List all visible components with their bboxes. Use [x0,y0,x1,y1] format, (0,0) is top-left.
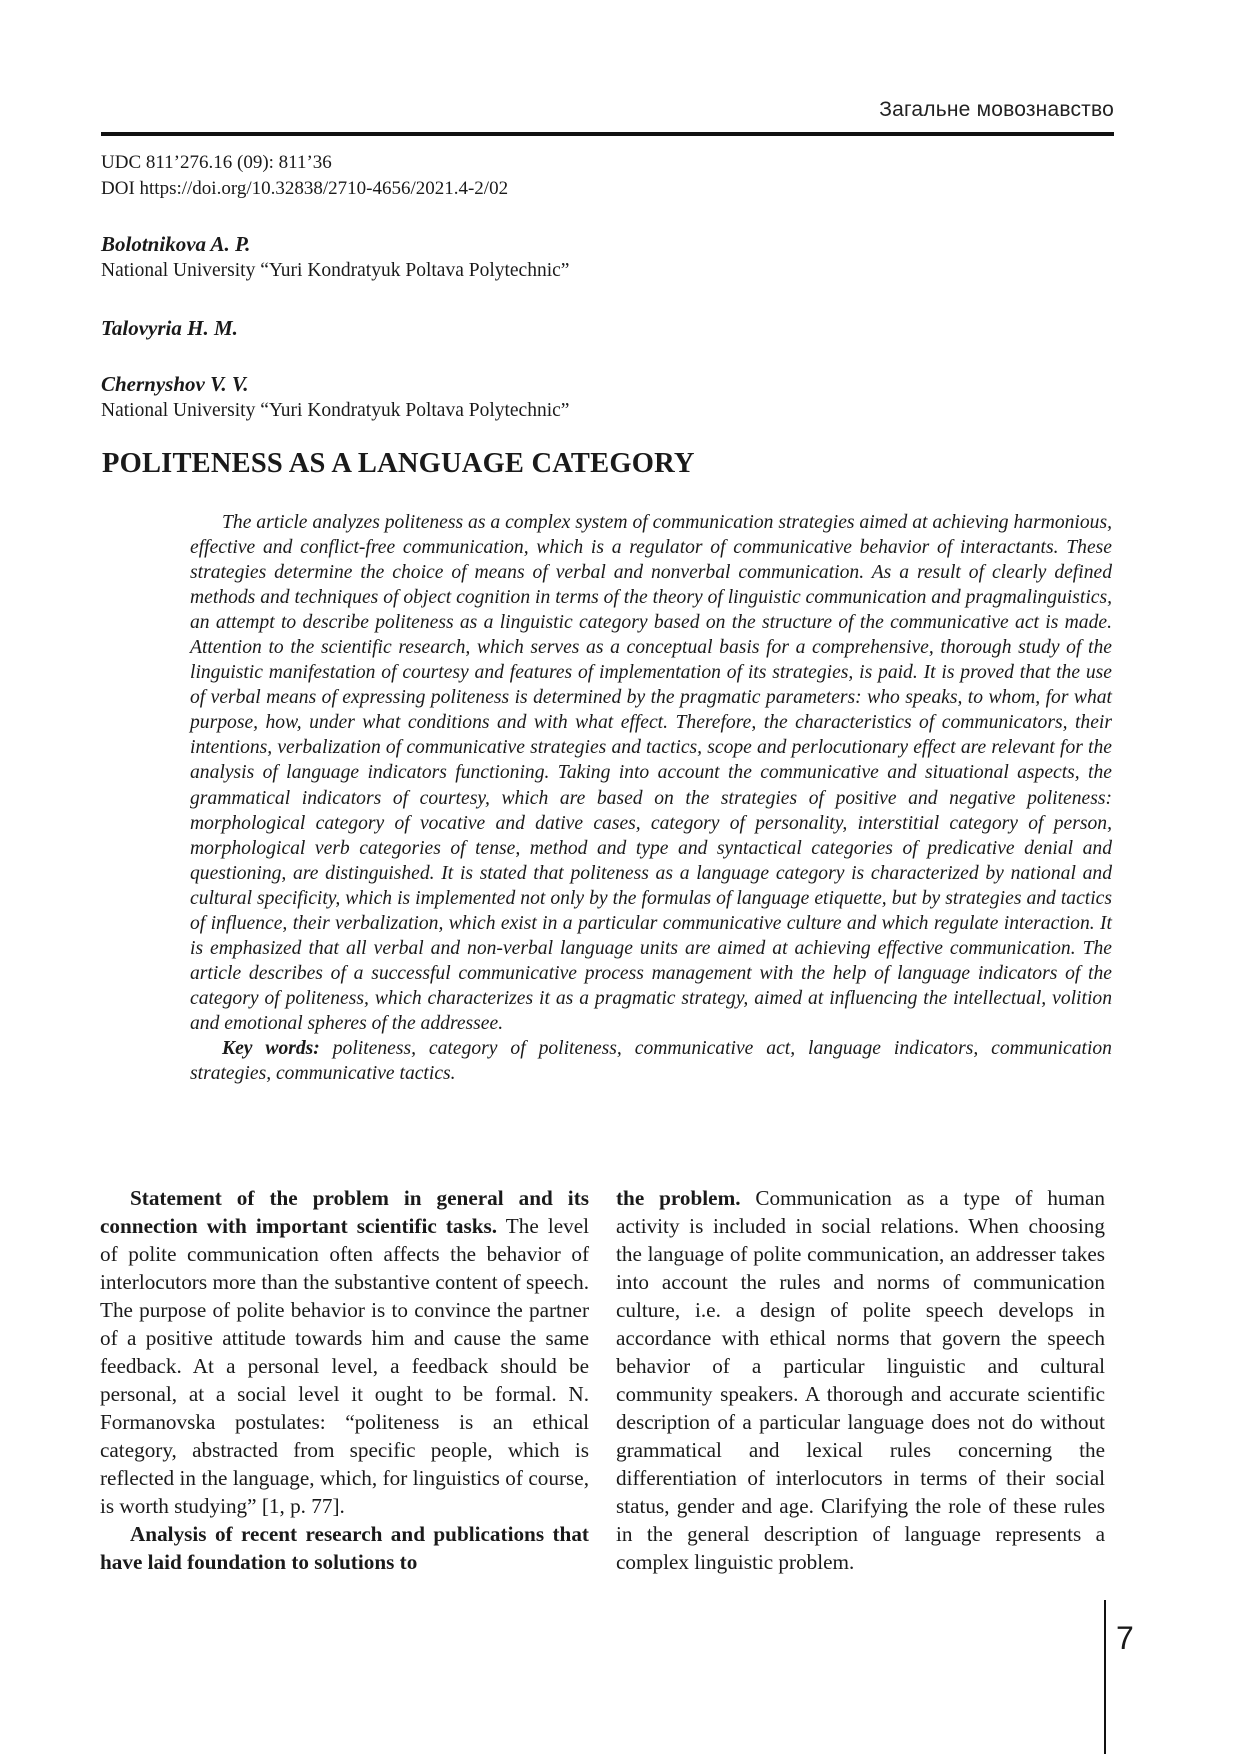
article-title: POLITENESS AS A LANGUAGE CATEGORY [102,448,695,479]
keywords-line [190,1036,1112,1086]
author-block [101,230,569,283]
author-name: Bolotnikova A. P. [101,232,251,256]
author-affiliation: National University “Yuri Kondratyuk Poltava Polytechnic” [101,400,570,421]
body-paragraph [100,1184,589,1520]
journal-section-header: Загальне мовознавство [879,98,1114,121]
body-paragraph [616,1184,1105,1576]
section-heading: the problem. [616,1186,741,1210]
body-column-right [616,1184,1105,1576]
paragraph-text: Communication as a type of human activity is included in social relations. When choosing the language of polite communication, an addresser takes into account the rules and norms of communication culture, i.e. a design of polite speech develops in accordance with ethical norms that govern the speech behavior of a particular linguistic and cultural community speakers. A thorough and accurate scientific description of a particular language does not do without grammatical and lexical rules concerning the differentiation of interlocutors in terms of their social status, gender and age. Clarifying the role of these rules in the general description of language represents a complex linguistic problem. [616,1186,1105,1574]
article-meta [101,150,508,202]
section-heading: Statement of the problem in general and its connection with important scientific tasks. [100,1186,589,1238]
header-rule [101,132,1114,136]
page-number: 7 [1116,1620,1134,1656]
body-column-left [100,1184,589,1576]
udc-code: UDC 811’276.16 (09): 811’36 [101,152,332,173]
doi-line[interactable]: DOI https://doi.org/10.32838/2710-4656/2021.4-2/02 [101,178,509,199]
keywords-list: politeness, category of politeness, communicative act, language indicators, communication strategies, communicative tactics. [190,1037,1112,1085]
body-paragraph [100,1520,589,1576]
keywords-label: Key words: [222,1037,320,1059]
author-name: Chernyshov V. V. [101,372,249,396]
paragraph-text: The level of polite communication often affects the behavior of interlocutors more than the substantive content of speech. The purpose of polite behavior is to convince the partner of a positive attitude towards him and cause the same feedback. At a personal level, a feedback should be personal, at a social level it ought to be formal. N. Formanovska postulates: “politeness is an ethical category, abstracted from specific people, which is reflected in the language, which, for linguistics of course, is worth studying” [1, p. 77]. [100,1214,589,1518]
author-block [101,314,238,342]
author-name: Talovyria H. M. [101,316,238,340]
abstract [190,510,1112,1086]
author-block [101,370,569,423]
section-heading: Analysis of recent research and publications that have laid foundation to solutions to [100,1522,589,1574]
abstract-text: The article analyzes politeness as a complex system of communication strategies aimed at achieving harmonious, effective and conflict-free communication, which is a regulator of communicative behavior of interactants. These strategies determine the choice of means of verbal and nonverbal communication. As a result of clearly defined methods and techniques of object cognition in terms of the theory of linguistic communication and pragmalinguistics, an attempt to describe politeness as a linguistic category based on the structure of the communicative act is made. Attention to the scientific research, which serves as a conceptual basis for a comprehensive, thorough study of the linguistic manifestation of courtesy and features of implementation of its strategies, is paid. It is proved that the use of verbal means of expressing politeness is determined by the pragmatic parameters: who speaks, to whom, for what purpose, how, under what conditions and with what effect. Therefore, the characteristics of communicators, their intentions, verbalization of communicative strategies and tactics, scope and perlocutionary effect are relevant for the analysis of language indicators functioning. Taking into account the communicative and situational aspects, the grammatical indicators of courtesy, which are based on the strategies of positive and negative politeness: morphological category of vocative and dative cases, category of personality, interstitial category of person, morphological verb categories of tense, method and type and syntactical categories of predicative denial and questioning, are distinguished. It is stated that politeness as a language category is characterized by national and cultural specificity, which is implemented not only by the formulas of language etiquette, but by strategies and tactics of influence, their verbalization, which exist in a particular communicative culture and which regulate interaction. It is emphasized that all verbal and non-verbal language units are aimed at achieving effective communication. The article describes of a successful communicative process management with the help of language indicators of the category of politeness, which characterizes it as a pragmatic strategy, aimed at influencing the intellectual, volition and emotional spheres of the addressee. [190,512,1112,1034]
page-number-rule [1104,1600,1106,1754]
author-affiliation: National University “Yuri Kondratyuk Poltava Polytechnic” [101,260,570,281]
